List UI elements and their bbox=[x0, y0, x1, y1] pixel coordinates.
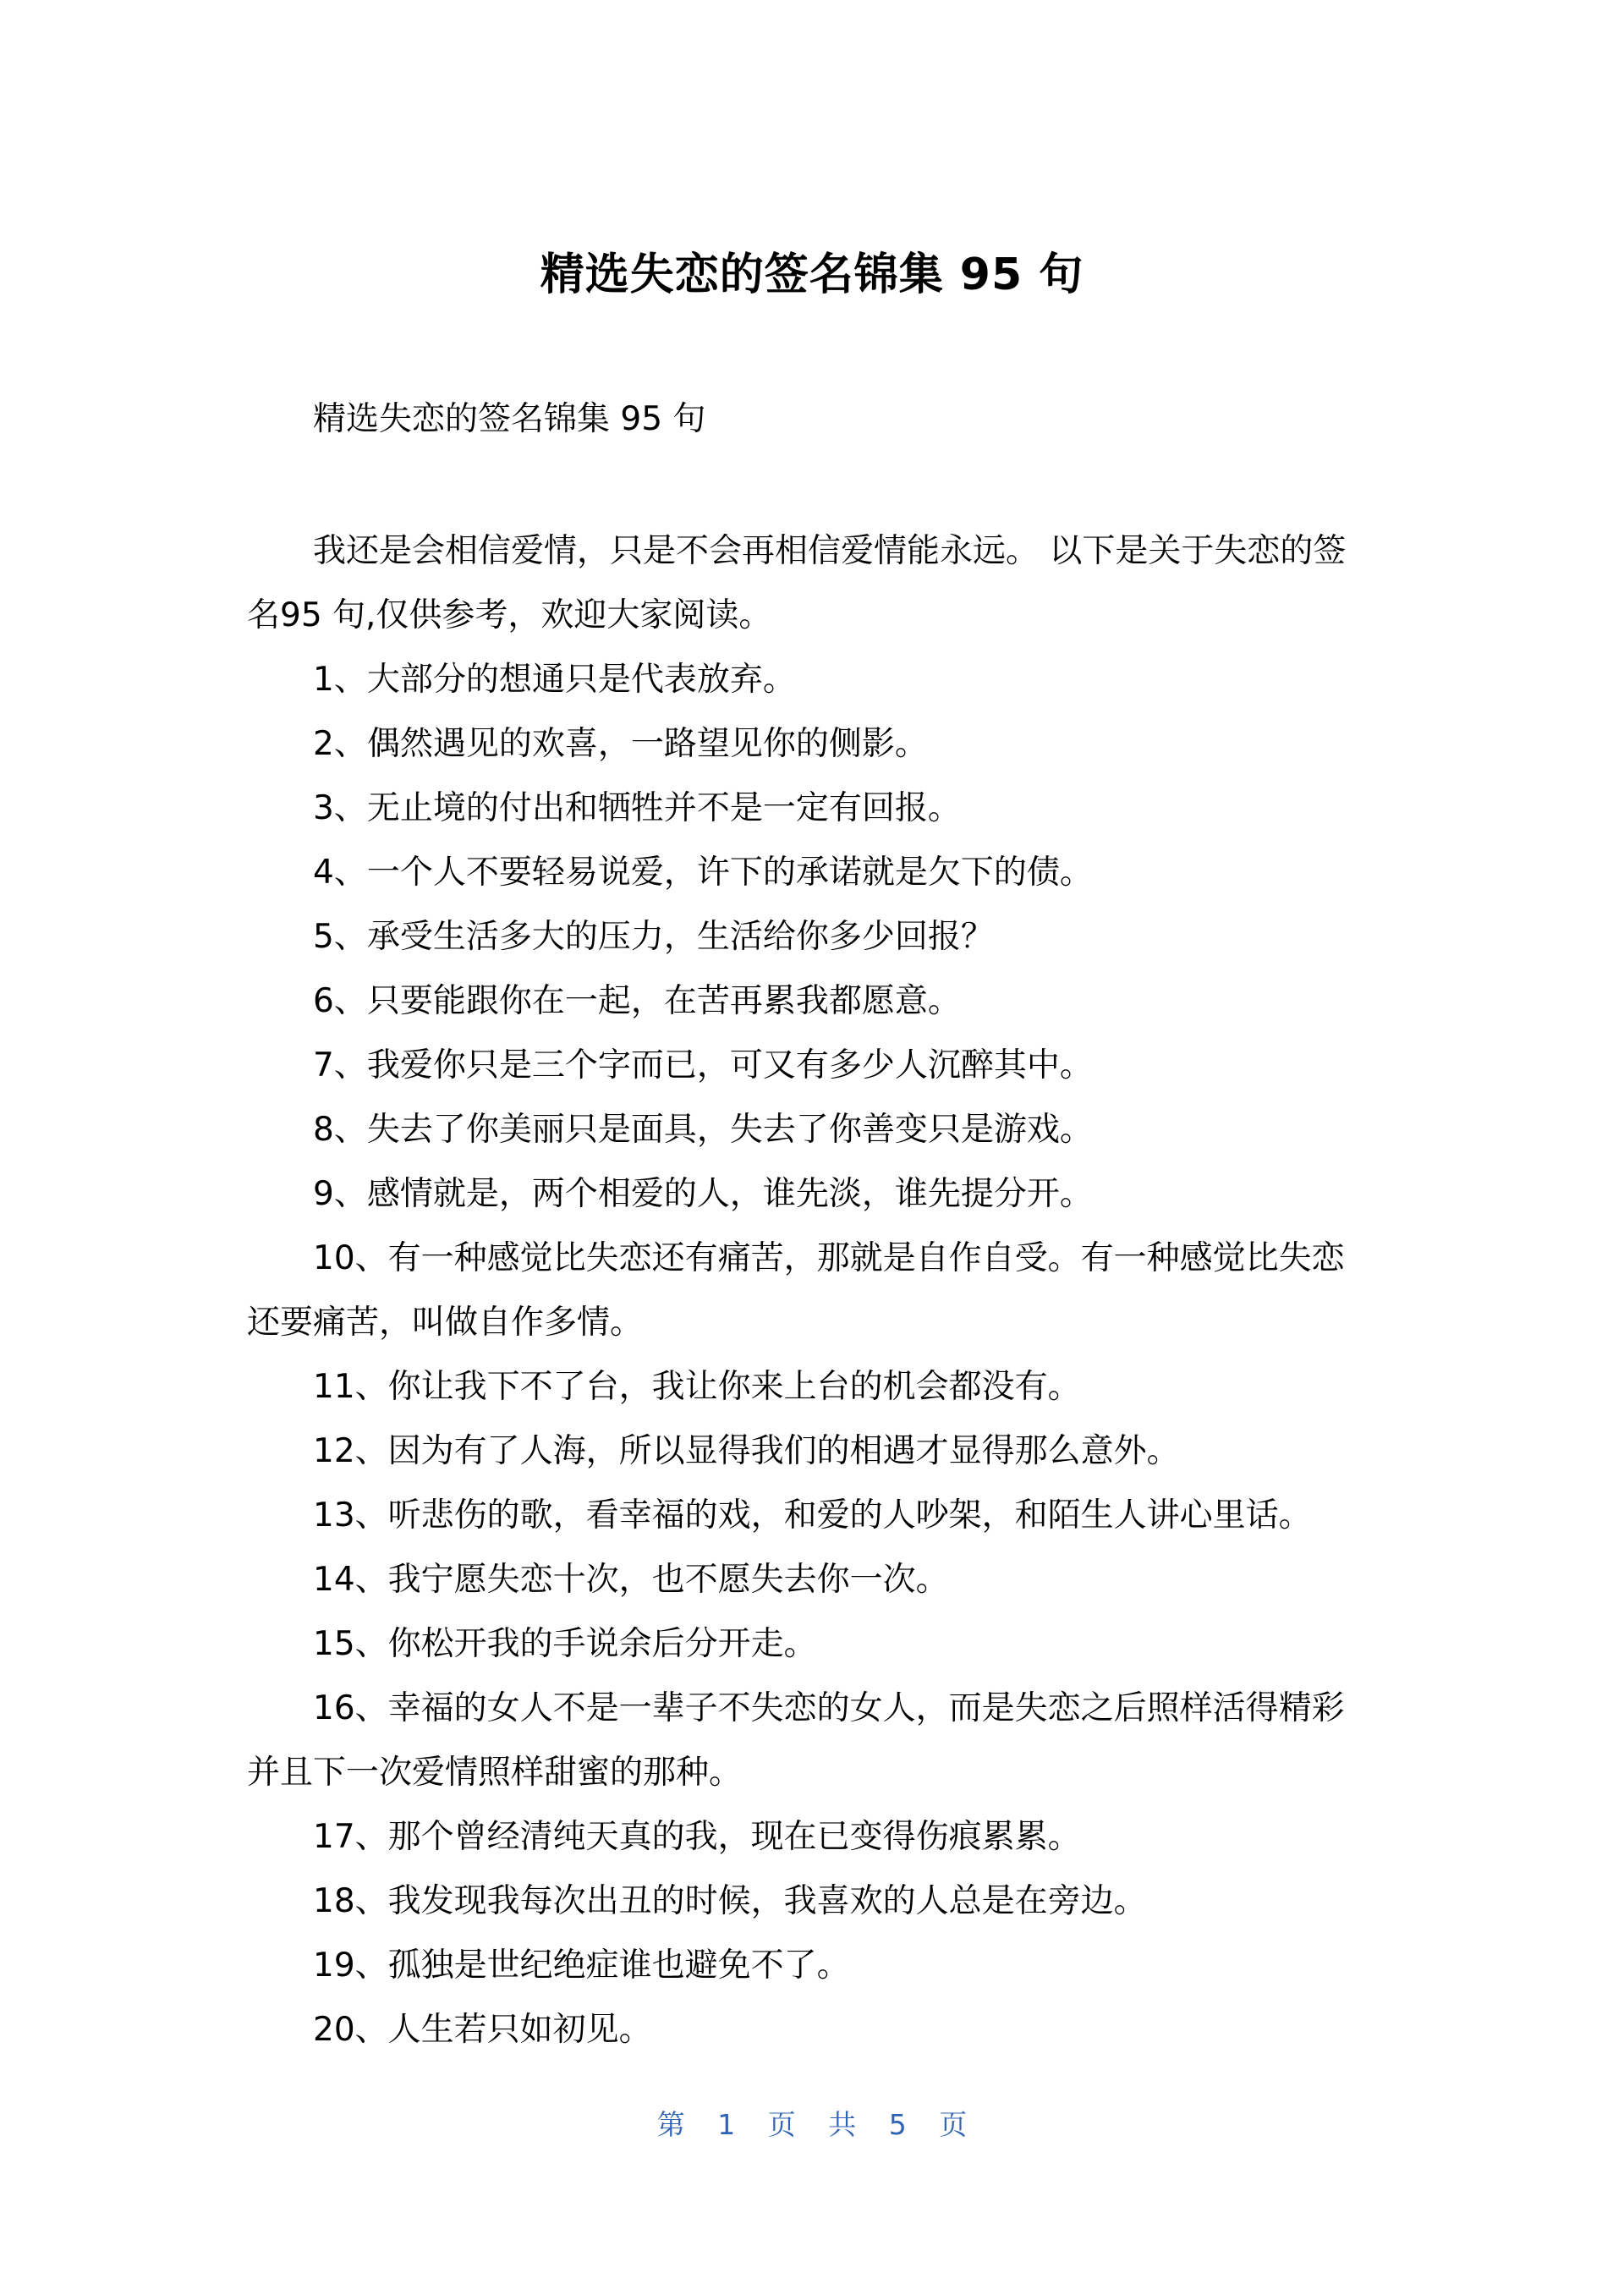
footer-current-page: 1 bbox=[717, 2108, 736, 2141]
list-item: 2、偶然遇见的欢喜，一路望见你的侧影。 bbox=[313, 725, 928, 763]
list-item: 1、大部分的想通只是代表放弃。 bbox=[313, 661, 796, 699]
list-item: 3、无止境的付出和牺牲并不是一定有回报。 bbox=[313, 789, 961, 827]
footer-total-label: 共 bbox=[828, 2108, 857, 2141]
list-item: 10、有一种感觉比失恋还有痛苦，那就是自作自受。有一种感觉比失恋还要痛苦，叫做自作多情。 bbox=[247, 1239, 1345, 1342]
list-item: 11、你让我下不了台，我让你来上台的机会都没有。 bbox=[313, 1368, 1081, 1406]
intro-paragraph: 我还是会相信爱情，只是不会再相信爱情能永远。 以下是关于失恋的签名95 句,仅供参考，欢迎大家阅读。 bbox=[247, 532, 1347, 634]
list-item: 20、人生若只如初见。 bbox=[313, 2011, 652, 2049]
list-item: 9、感情就是，两个相爱的人，谁先淡，谁先提分开。 bbox=[313, 1175, 1093, 1213]
list-item: 17、那个曾经清纯天真的我，现在已变得伤痕累累。 bbox=[313, 1818, 1081, 1856]
list-item: 12、因为有了人海，所以显得我们的相遇才显得那么意外。 bbox=[313, 1432, 1180, 1470]
list-item: 8、失去了你美丽只是面具，失去了你善变只是游戏。 bbox=[313, 1111, 1093, 1149]
list-item: 13、听悲伤的歌，看幸福的戏，和爱的人吵架，和陌生人讲心里话。 bbox=[313, 1496, 1312, 1535]
footer-total-pages: 5 bbox=[888, 2108, 907, 2141]
list-item: 18、我发现我每次出丑的时候，我喜欢的人总是在旁边。 bbox=[313, 1882, 1147, 1920]
page-footer bbox=[0, 2106, 1624, 2144]
list-item: 19、孤独是世纪绝症谁也避免不了。 bbox=[313, 1946, 850, 1985]
list-item: 7、我爱你只是三个字而已，可又有多少人沉醉其中。 bbox=[313, 1046, 1093, 1084]
list-item: 16、幸福的女人不是一辈子不失恋的女人，而是失恋之后照样活得精彩并且下一次爱情照样甜蜜的那种。 bbox=[247, 1689, 1345, 1792]
document-body bbox=[247, 519, 1368, 2062]
list-item: 14、我宁愿失恋十次，也不愿失去你一次。 bbox=[313, 1561, 949, 1599]
document-title: 精选失恋的签名锦集 95 句 bbox=[540, 250, 1084, 300]
list-item: 6、只要能跟你在一起，在苦再累我都愿意。 bbox=[313, 982, 961, 1020]
footer-total-unit: 页 bbox=[939, 2108, 968, 2141]
list-item: 5、承受生活多大的压力，生活给你多少回报？ bbox=[313, 918, 994, 956]
document-subtitle: 精选失恋的签名锦集 95 句 bbox=[313, 400, 706, 438]
list-item: 15、你松开我的手说余后分开走。 bbox=[313, 1625, 817, 1663]
footer-page-label: 第 bbox=[656, 2108, 685, 2141]
list-item: 4、一个人不要轻易说爱，许下的承诺就是欠下的债。 bbox=[313, 854, 1093, 892]
footer-page-unit: 页 bbox=[767, 2108, 796, 2141]
